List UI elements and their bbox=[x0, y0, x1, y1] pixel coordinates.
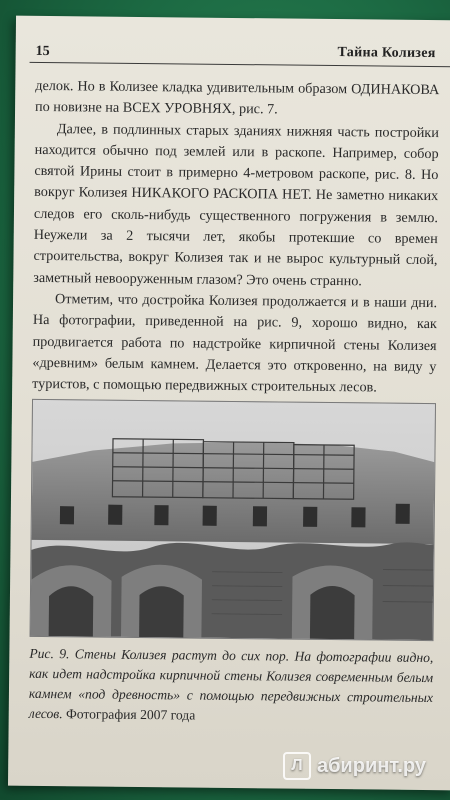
caption-year: Фотография 2007 года bbox=[65, 706, 196, 723]
body-text bbox=[32, 76, 439, 400]
paragraph-3: Отметим, что достройка Колизея продолжается и в наши дни. На фотографии, приведенной на рис. 9, хорошо видно, как продвигается работа по надстройке кирпичной стены Колизея «древним» белым камнем. Делается это откровенно, на виду у туристов, с помощью передвижных строительных лесов. bbox=[32, 291, 438, 396]
running-head: Тайна Колизея bbox=[337, 45, 436, 62]
paragraph-1: делок. Но в Колизее кладка удивительным образом ОДИНАКОВА по новизне на ВСЕХ УРОВНЯХ, рис. 7. bbox=[35, 77, 440, 118]
book-page bbox=[8, 16, 450, 791]
colosseum-photo bbox=[30, 399, 436, 641]
page-number: 15 bbox=[35, 43, 50, 60]
watermark bbox=[283, 752, 426, 780]
labirint-logo-icon: Л bbox=[283, 752, 311, 780]
colosseum-photo-illustration bbox=[31, 400, 435, 640]
watermark-text: абиринт.ру bbox=[316, 754, 426, 777]
paragraph-2: Далее, в подлинных старых зданиях нижняя часть постройки находится обычно под землей или в раскопе. Например, собор святой Ирины стоит в примерно 4-метровом раскопе, рис. 8. Но вокруг Колизея НИКАКОГО РАСКОПА НЕТ. Не заметно никаких следов его сколь-нибудь существенного погружения в землю. Неужели за 2 тысячи лет, якобы протекшие со времен строительства, вокруг Колизея так и не вырос культурный слой, заметный невооруженным глазом? Это очень странно. bbox=[33, 120, 439, 289]
figure-caption bbox=[29, 644, 434, 728]
caption-text: Рис. 9. Стены Колизея растут до сих пор. На фотографии видно, как идет надстройка кирпичной стены Колизея современным белым камнем «под древность» с помощью передвижных строительных лесов. bbox=[28, 645, 434, 722]
header-rule bbox=[30, 62, 450, 67]
